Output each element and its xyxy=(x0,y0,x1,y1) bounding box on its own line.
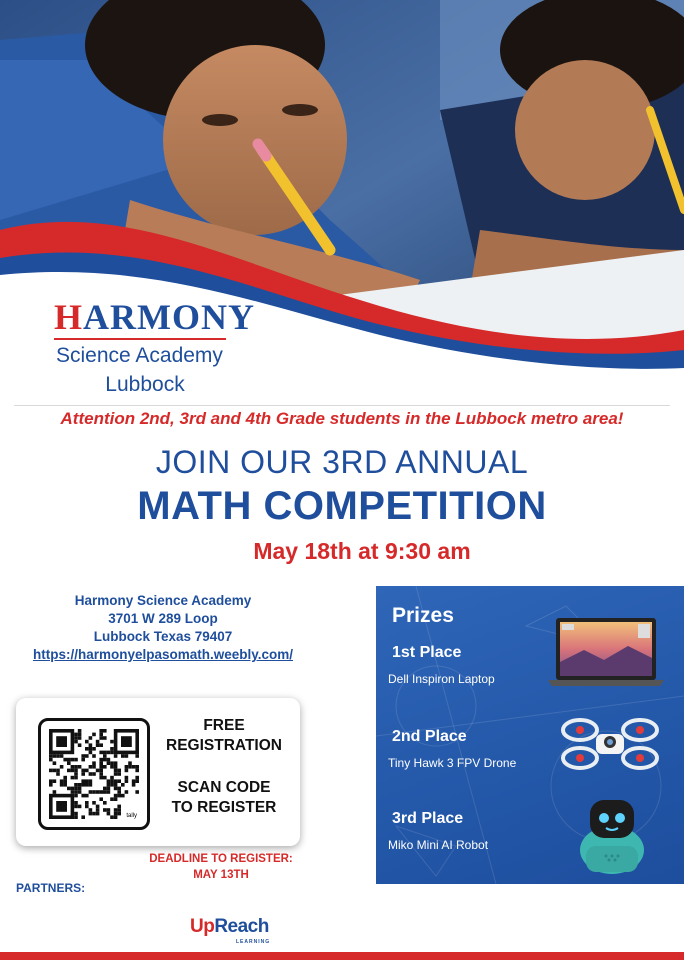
free-line-1: FREE xyxy=(203,717,245,734)
prizes-panel xyxy=(376,586,684,884)
prize-1-name: Dell Inspiron Laptop xyxy=(388,672,495,686)
upreach-subtitle: LEARNING xyxy=(236,939,271,945)
prize-2-place: 2nd Place xyxy=(392,728,467,745)
logo-star-h: H xyxy=(54,297,84,337)
drone-image xyxy=(560,708,660,778)
prize-3-place: 3rd Place xyxy=(392,810,464,827)
deadline-text xyxy=(136,851,306,883)
qr-code[interactable] xyxy=(38,718,150,830)
registration-card xyxy=(16,698,300,846)
harmony-logo xyxy=(50,296,255,399)
venue-street: 3701 W 289 Loop xyxy=(108,611,218,626)
attention-banner: Attention 2nd, 3rd and 4th Grade students in the Lubbock metro area! xyxy=(60,409,624,428)
upreach-word-reach: Reach xyxy=(214,916,269,937)
scan-line-1: SCAN CODE xyxy=(177,779,271,796)
venue-city: Lubbock Texas 79407 xyxy=(93,629,233,644)
upreach-word-up: Up xyxy=(190,916,215,937)
laptop-image xyxy=(544,616,668,690)
venue-name: Harmony Science Academy xyxy=(74,593,252,608)
prizes-title: Prizes xyxy=(392,604,454,627)
prize-2-name: Tiny Hawk 3 FPV Drone xyxy=(388,756,517,770)
prize-3-name: Miko Mini AI Robot xyxy=(388,838,489,852)
logo-city: Lubbock xyxy=(105,373,185,396)
logo-subtitle: Science Academy xyxy=(56,344,223,367)
qr-caption: tally xyxy=(126,813,137,819)
heading-line-1: JOIN OUR 3RD ANNUAL xyxy=(155,444,529,480)
website-link[interactable]: https://harmonyelpasomath.weebly.com/ xyxy=(32,647,294,662)
robot-image xyxy=(576,792,648,876)
event-date: May 18th at 9:30 am xyxy=(253,538,471,564)
logo-wordmark xyxy=(50,296,255,338)
heading-line-2: MATH COMPETITION xyxy=(137,484,547,528)
prize-1-place: 1st Place xyxy=(392,644,462,661)
qr-code-icon xyxy=(49,729,139,819)
scan-line-2: TO REGISTER xyxy=(171,799,277,816)
partners-label: PARTNERS: xyxy=(16,881,86,895)
upreach-logo xyxy=(190,914,290,948)
logo-underline xyxy=(54,338,226,340)
deadline-line-1: DEADLINE TO REGISTER: xyxy=(149,853,293,865)
upreach-wordmark xyxy=(190,916,269,938)
divider xyxy=(14,405,670,406)
footer-bar xyxy=(0,952,684,960)
deadline-line-2: MAY 13TH xyxy=(193,869,249,881)
registration-text xyxy=(158,716,290,818)
logo-wordmark-rest: ARMONY xyxy=(83,297,255,337)
venue-address xyxy=(8,592,318,664)
free-line-2: REGISTRATION xyxy=(166,737,282,754)
